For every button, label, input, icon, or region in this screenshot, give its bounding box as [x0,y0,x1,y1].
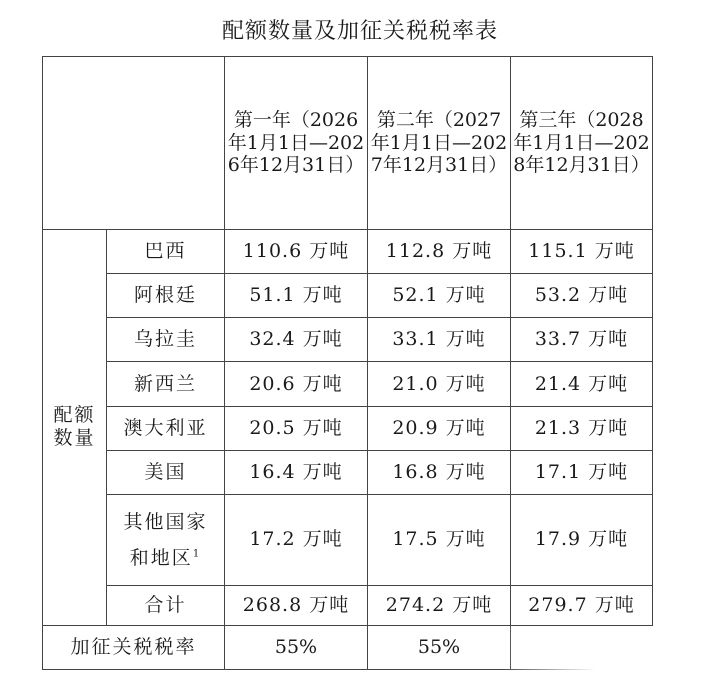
table-row [43,362,653,406]
country-line-2: 和地区 [129,546,193,569]
value-cell-year-1: 32.4 万吨 [225,318,368,362]
value-cell-year-3: 53.2 万吨 [511,274,653,318]
quota-group-label [43,229,107,625]
value-cell-year-2: 20.9 万吨 [368,406,511,450]
group-label-line-2: 数量 [53,427,96,450]
footnote-marker: 1 [192,548,202,560]
header-year-1: 第一年（2026年1月1日—2026年12月31日） [225,57,368,230]
country-cell: 乌拉圭 [107,318,225,362]
corner-cell [43,57,225,230]
value-cell-year-1: 17.2 万吨 [225,495,368,585]
table-row [43,450,653,494]
table-row [43,229,653,273]
value-cell-year-2: 17.5 万吨 [368,495,511,585]
table-title: 配额数量及加征关税税率表 [221,19,498,44]
country-cell: 澳大利亚 [107,406,225,450]
value-cell-year-3: 21.3 万吨 [511,406,653,450]
quota-table [42,56,653,670]
value-cell-year-1: 20.5 万吨 [225,406,368,450]
table-row [43,318,653,362]
tariff-rate-year-2: 55% [368,625,511,669]
table-row [43,406,653,450]
value-cell-year-2: 21.0 万吨 [368,362,511,406]
value-cell-year-2: 112.8 万吨 [368,229,511,273]
total-year-2: 274.2 万吨 [368,585,511,625]
value-cell-year-3: 17.9 万吨 [511,495,653,585]
country-cell [107,495,225,585]
total-year-1: 268.8 万吨 [225,585,368,625]
total-label: 合计 [107,585,225,625]
value-cell-year-1: 20.6 万吨 [225,362,368,406]
group-label-line-1: 配额 [53,404,96,427]
header-row [43,57,653,230]
value-cell-year-3: 33.7 万吨 [511,318,653,362]
value-cell-year-3: 17.1 万吨 [511,450,653,494]
header-year-2: 第二年（2027年1月1日—2027年12月31日） [368,57,511,230]
value-cell-year-2: 16.8 万吨 [368,450,511,494]
image-fade-overlay [500,626,660,670]
table-row [43,274,653,318]
value-cell-year-3: 115.1 万吨 [511,229,653,273]
header-year-3: 第三年（2028年1月1日—2028年12月31日） [511,57,653,230]
value-cell-year-1: 16.4 万吨 [225,450,368,494]
country-line-1: 其他国家 [123,510,208,533]
table-row [43,495,653,585]
country-cell: 阿根廷 [107,274,225,318]
country-cell: 新西兰 [107,362,225,406]
total-row [43,585,653,625]
country-cell: 美国 [107,450,225,494]
value-cell-year-3: 21.4 万吨 [511,362,653,406]
value-cell-year-2: 33.1 万吨 [368,318,511,362]
value-cell-year-1: 51.1 万吨 [225,274,368,318]
total-year-3: 279.7 万吨 [511,585,653,625]
value-cell-year-1: 110.6 万吨 [225,229,368,273]
tariff-rate-year-1: 55% [225,625,368,669]
value-cell-year-2: 52.1 万吨 [368,274,511,318]
country-cell: 巴西 [107,229,225,273]
tariff-rate-label: 加征关税税率 [43,625,225,669]
